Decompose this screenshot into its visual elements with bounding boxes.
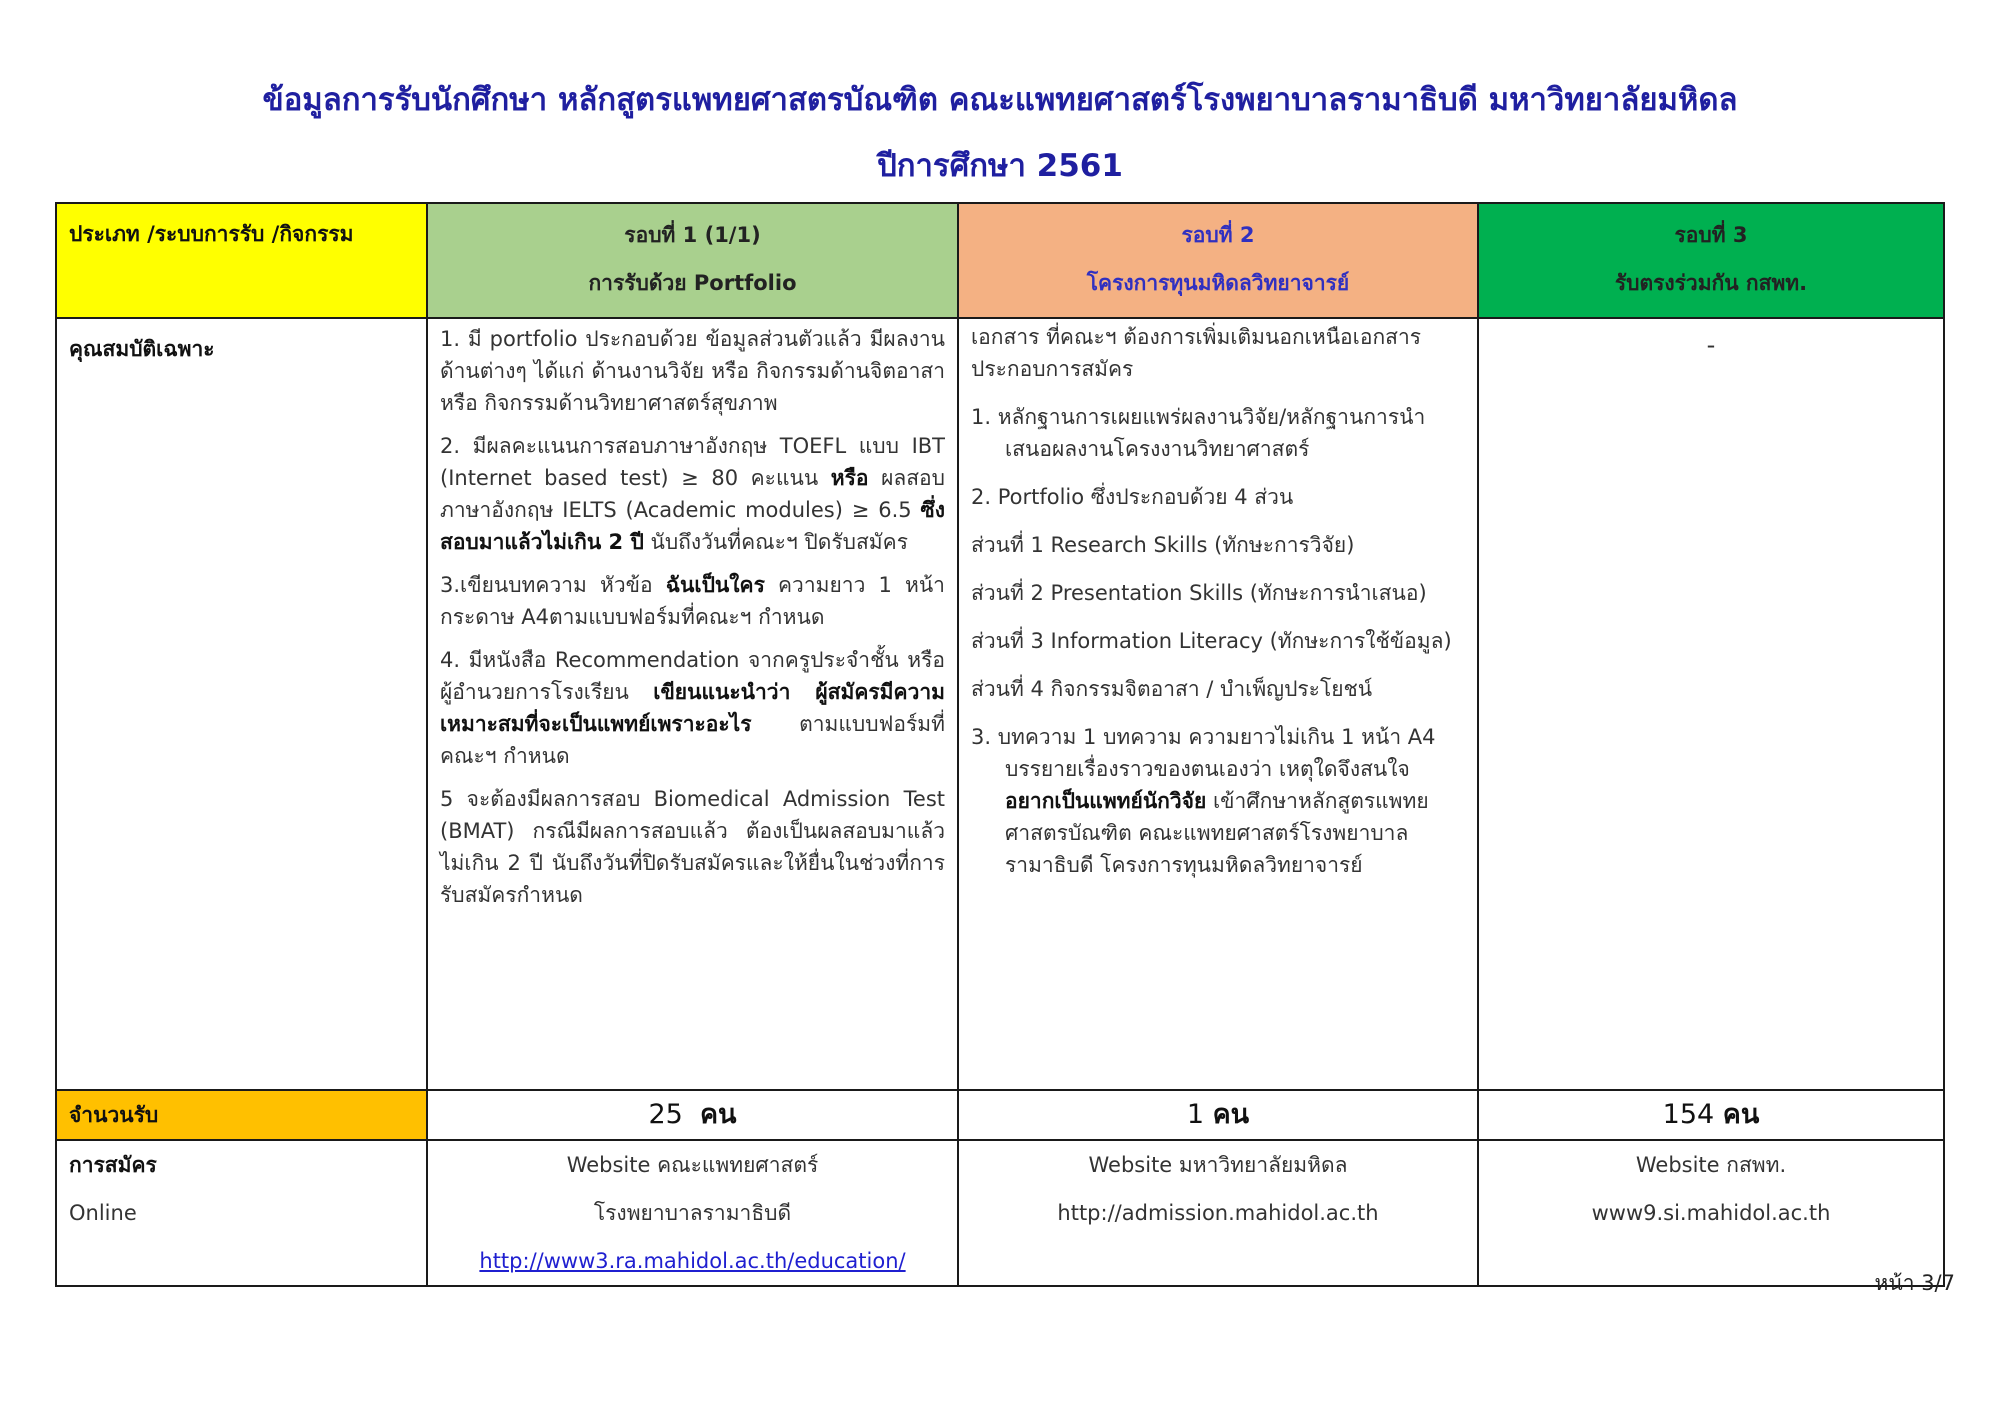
round-1-website [427,1140,958,1286]
r2-intro: เอกสาร ที่คณะฯ ต้องการเพิ่มเติมนอกเหนือเอกสารประกอบการสมัคร [971,325,1422,381]
r1-item-2: 2. มีผลคะแนนการสอบภาษาอังกฤษ TOEFL แบบ IBT (Internet based test) ≥ 80 คะแนน หรือ ผลสอบภาษาอังกฤษ IELTS (Academic modules) ≥ 6.5 ซึ่งสอบมาแล้วไม่เกิน 2 ปี นับถึงวันที่คณะฯ ปิดรับสมัคร [440,434,945,554]
round-3-subtitle: รับตรงร่วมกัน กสพท. [1614,271,1808,295]
round-3-qualifications: - [1478,318,1944,1090]
admission-table [55,202,1945,1287]
online-application-label: การสมัคร Online [56,1140,427,1286]
header-round-3 [1478,203,1944,318]
intake-count-row [56,1090,1944,1140]
header-category: ประเภท /ระบบการรับ /กิจกรรม [56,203,427,318]
r1-item-4: 4. มีหนังสือ Recommendation จากครูประจำชั้น หรือ ผู้อำนวยการโรงเรียน เขียนแนะนำว่า ผู้สมัครมีความเหมาะสมที่จะเป็นแพทย์เพราะอะไร ตามแบบฟอร์มที่คณะฯ กำหนด [440,648,945,768]
r2-item-3: 3. บทความ 1 บทความ ความยาวไม่เกิน 1 หน้า A4 บรรยายเรื่องราวของตนเองว่า เหตุใดจึงสนใจ อยากเป็นแพทย์นักวิจัย เข้าศึกษาหลักสูตรแพทยศาสตรบัณฑิต คณะแพทยศาสตร์โรงพยาบาลรามาธิบดี โครงการทุนมหิดลวิทยาจารย์ [971,725,1436,877]
r2-item-1: 1. หลักฐานการเผยแพร่ผลงานวิจัย/หลักฐานการนำเสนอผลงานโครงงานวิทยาศาสตร์ [971,405,1426,461]
online-application-row [56,1140,1944,1286]
r1-item-3: 3.เขียนบทความ หัวข้อ ฉันเป็นใคร ความยาว 1 หน้ากระดาษ A4ตามแบบฟอร์มที่คณะฯ กำหนด [440,573,945,629]
r3-website-url: www9.si.mahidol.ac.th [1591,1201,1831,1225]
r1-website-link[interactable]: http://www3.ra.mahidol.ac.th/education/ [479,1249,906,1273]
round-3-title: รอบที่ 3 [1674,223,1748,247]
round-3-count: 154 คน [1478,1090,1944,1140]
r1-website-line1: Website คณะแพทยศาสตร์ [566,1153,819,1177]
r1-item-1: 1. มี portfolio ประกอบด้วย ข้อมูลส่วนตัวแล้ว มีผลงานด้านต่างๆ ได้แก่ ด้านงานวิจัย หรือ กิจกรรมด้านจิตอาสา หรือ กิจกรรมด้านวิทยาศาสตร์สุขภาพ [440,327,945,415]
round-2-qualifications [958,318,1478,1090]
header-row [56,203,1944,318]
round-1-title: รอบที่ 1 (1/1) [624,223,761,247]
qualifications-label: คุณสมบัติเฉพาะ [56,318,427,1090]
header-round-1 [427,203,958,318]
r1-item-5: 5 จะต้องมีผลการสอบ Biomedical Admission Test (BMAT) กรณีมีผลการสอบแล้ว ต้องเป็นผลสอบมาแล้วไม่เกิน 2 ปี นับถึงวันที่ปิดรับสมัครและให้ยื่นในช่วงที่การรับสมัครกำหนด [440,787,945,907]
r2-item-2: 2. Portfolio ซึ่งประกอบด้วย 4 ส่วน [971,485,1294,509]
r3-website-line1: Website กสพท. [1635,1153,1787,1177]
round-2-subtitle: โครงการทุนมหิดลวิทยาจารย์ [1086,271,1350,295]
intake-count-label: จำนวนรับ [56,1090,427,1140]
academic-year: ปีการศึกษา 2561 [877,148,1123,184]
document-title: ข้อมูลการรับนักศึกษา หลักสูตรแพทยศาสตรบัณฑิต คณะแพทยศาสตร์โรงพยาบาลรามาธิบดี มหาวิทยาลัยมหิดล [262,82,1738,118]
round-2-website [958,1140,1478,1286]
r2-part-4: ส่วนที่ 4 กิจกรรมจิตอาสา / บำเพ็ญประโยชน์ [971,677,1373,701]
page-number: หน้า 3/7 [1874,1271,1955,1295]
r2-website-url: http://admission.mahidol.ac.th [1057,1201,1379,1225]
r2-website-line1: Website มหาวิทยาลัยมหิดล [1088,1153,1348,1177]
header-round-2 [958,203,1478,318]
r1-website-line2: โรงพยาบาลรามาธิบดี [593,1201,792,1225]
round-3-website [1478,1140,1944,1286]
r2-part-2: ส่วนที่ 2 Presentation Skills (ทักษะการนำเสนอ) [971,581,1427,605]
round-1-qualifications [427,318,958,1090]
round-2-count: 1 คน [958,1090,1478,1140]
round-2-title: รอบที่ 2 [1181,223,1255,247]
r2-part-1: ส่วนที่ 1 Research Skills (ทักษะการวิจัย) [971,533,1355,557]
round-1-count: 25 คน [427,1090,958,1140]
round-1-subtitle: การรับด้วย Portfolio [588,271,797,295]
r2-part-3: ส่วนที่ 3 Information Literacy (ทักษะการใช้ข้อมูล) [971,629,1452,653]
qualifications-row [56,318,1944,1090]
